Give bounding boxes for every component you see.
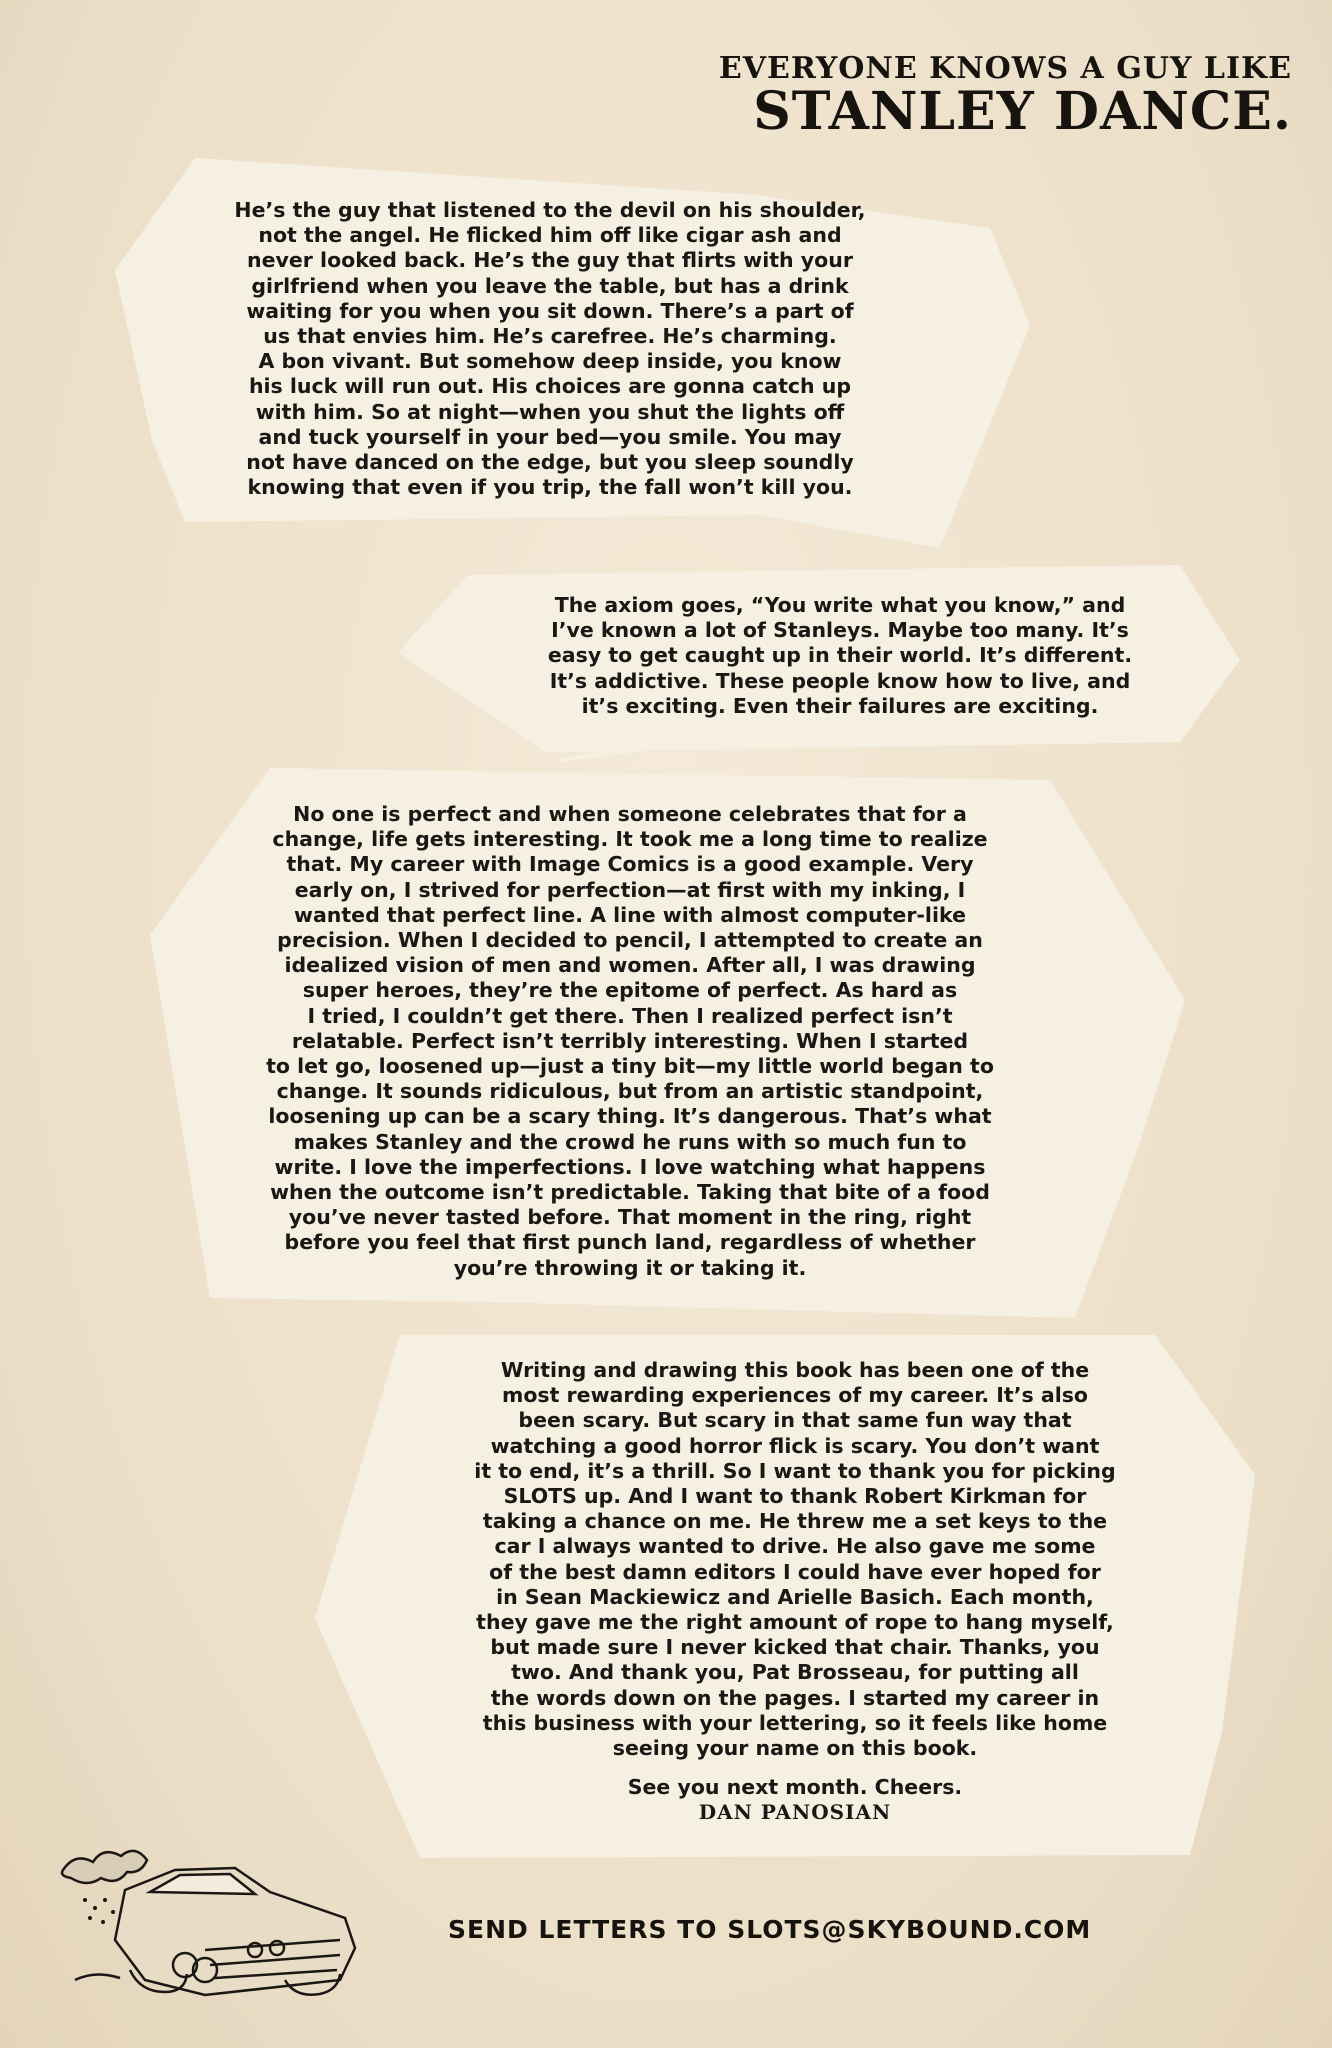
text-line: to let go, loosened up—just a tiny bit—my little world began to <box>266 1054 994 1079</box>
send-letters-line <box>448 1915 1091 1944</box>
text-line: but made sure I never kicked that chair. Thanks, you <box>490 1635 1100 1660</box>
text-line: before you feel that first punch land, regardless of whether <box>284 1230 976 1255</box>
signature: DAN PANOSIAN <box>698 1800 892 1825</box>
paragraph-2 <box>480 593 1200 719</box>
text-line: seeing your name on this book. <box>612 1736 978 1761</box>
text-line: two. And thank you, Pat Brosseau, for putting all <box>511 1660 1079 1685</box>
text-line: this business with your lettering, so it feels like home <box>482 1710 1108 1735</box>
text-line: precision. When I decided to pencil, I attempted to create an <box>277 928 983 953</box>
text-line: No one is perfect and when someone celebrates that for a <box>293 802 967 826</box>
text-line: with him. So at night—when you shut the lights off <box>255 399 845 424</box>
text-line: early on, I strived for perfection—at first with my inking, I <box>294 877 966 902</box>
text-line: It’s addictive. These people know how to live, and <box>549 668 1131 693</box>
text-line: his luck will run out. His choices are gonna catch up <box>248 374 852 399</box>
text-line: it’s exciting. Even their failures are exciting. <box>581 693 1099 718</box>
send-letters-prefix: SEND LETTERS TO <box>448 1915 728 1944</box>
text-line: wanted that perfect line. A line with almost computer-like <box>294 902 966 927</box>
text-line: never looked back. He’s the guy that flirts with your <box>247 248 853 273</box>
text-line: Writing and drawing this book has been one of the <box>500 1358 1090 1382</box>
text-line: been scary. But scary in that same fun way that <box>518 1408 1072 1433</box>
text-line: when the outcome isn’t predictable. Taking that bite of a food <box>270 1180 990 1205</box>
text-line: change, life gets interesting. It took me a long time to realize <box>272 827 988 852</box>
email-link[interactable]: SLOTS@SKYBOUND.COM <box>727 1915 1092 1944</box>
text-line: easy to get caught up in their world. It’s different. <box>547 643 1133 668</box>
text-line: idealized vision of men and women. After all, I was drawing <box>284 953 976 978</box>
text-line: car I always wanted to drive. He also gave me some <box>494 1534 1096 1559</box>
text-line: He’s the guy that listened to the devil on his shoulder, <box>234 198 866 222</box>
paragraph-4 <box>400 1358 1190 1826</box>
text-line: I’ve known a lot of Stanleys. Maybe too many. It’s <box>551 618 1129 643</box>
text-line: girlfriend when you leave the table, but has a drink <box>251 273 849 298</box>
title-line-1: EVERYONE KNOWS A GUY LIKE <box>718 51 1292 86</box>
text-line: loosening up can be a scary thing. It’s dangerous. That’s what <box>268 1104 992 1129</box>
text-line: The axiom goes, “You write what you know,” and <box>554 593 1126 617</box>
text-line: waiting for you when you sit down. There’s a part of <box>246 298 854 323</box>
text-line: makes Stanley and the crowd he runs with so much fun to <box>293 1129 967 1154</box>
text-line: they gave me the right amount of rope to hang myself, <box>476 1610 1114 1635</box>
paragraph-3 <box>180 802 1080 1281</box>
text-line: SLOTS up. And I want to thank Robert Kirkman for <box>503 1484 1087 1509</box>
text-line: most rewarding experiences of my career. It’s also <box>501 1383 1089 1408</box>
text-line: A bon vivant. But somehow deep inside, you know <box>258 349 842 374</box>
text-line: you’ve never tasted before. That moment in the ring, right <box>288 1205 972 1230</box>
text-line: relatable. Perfect isn’t terribly interesting. When I started <box>291 1028 969 1053</box>
text-line: in Sean Mackiewicz and Arielle Basich. Each month, <box>496 1584 1094 1609</box>
text-line: watching a good horror flick is scary. You don’t want <box>490 1433 1100 1458</box>
title-line-2: STANLEY DANCE. <box>753 81 1292 142</box>
text-line: of the best damn editors I could have ever hoped for <box>489 1559 1101 1584</box>
text-line: you’re throwing it or taking it. <box>453 1255 807 1280</box>
text-line: taking a chance on me. He threw me a set keys to the <box>482 1509 1108 1534</box>
car-illustration <box>55 1830 375 2010</box>
text-line: super heroes, they’re the epitome of perfect. As hard as <box>302 978 958 1003</box>
text-line: I tried, I couldn’t get there. Then I realized perfect isn’t <box>307 1003 953 1028</box>
text-line: not have danced on the edge, but you sleep soundly <box>246 450 854 475</box>
text-line: that. My career with Image Comics is a good example. Very <box>286 852 974 877</box>
text-line: the words down on the pages. I started my career in <box>490 1685 1100 1710</box>
signoff: See you next month. Cheers. <box>627 1775 963 1800</box>
text-line: write. I love the imperfections. I love watching what happens <box>274 1154 986 1179</box>
text-line: knowing that even if you trip, the fall won’t kill you. <box>247 475 853 500</box>
text-line: change. It sounds ridiculous, but from an artistic standpoint, <box>276 1079 984 1104</box>
text-line: and tuck yourself in your bed—you smile. You may <box>258 424 842 449</box>
paragraph-1 <box>170 198 930 500</box>
text-line: it to end, it’s a thrill. So I want to thank you for picking <box>474 1458 1116 1483</box>
text-line: not the angel. He flicked him off like cigar ash and <box>258 223 842 248</box>
text-line: us that envies him. He’s carefree. He’s charming. <box>263 324 837 349</box>
